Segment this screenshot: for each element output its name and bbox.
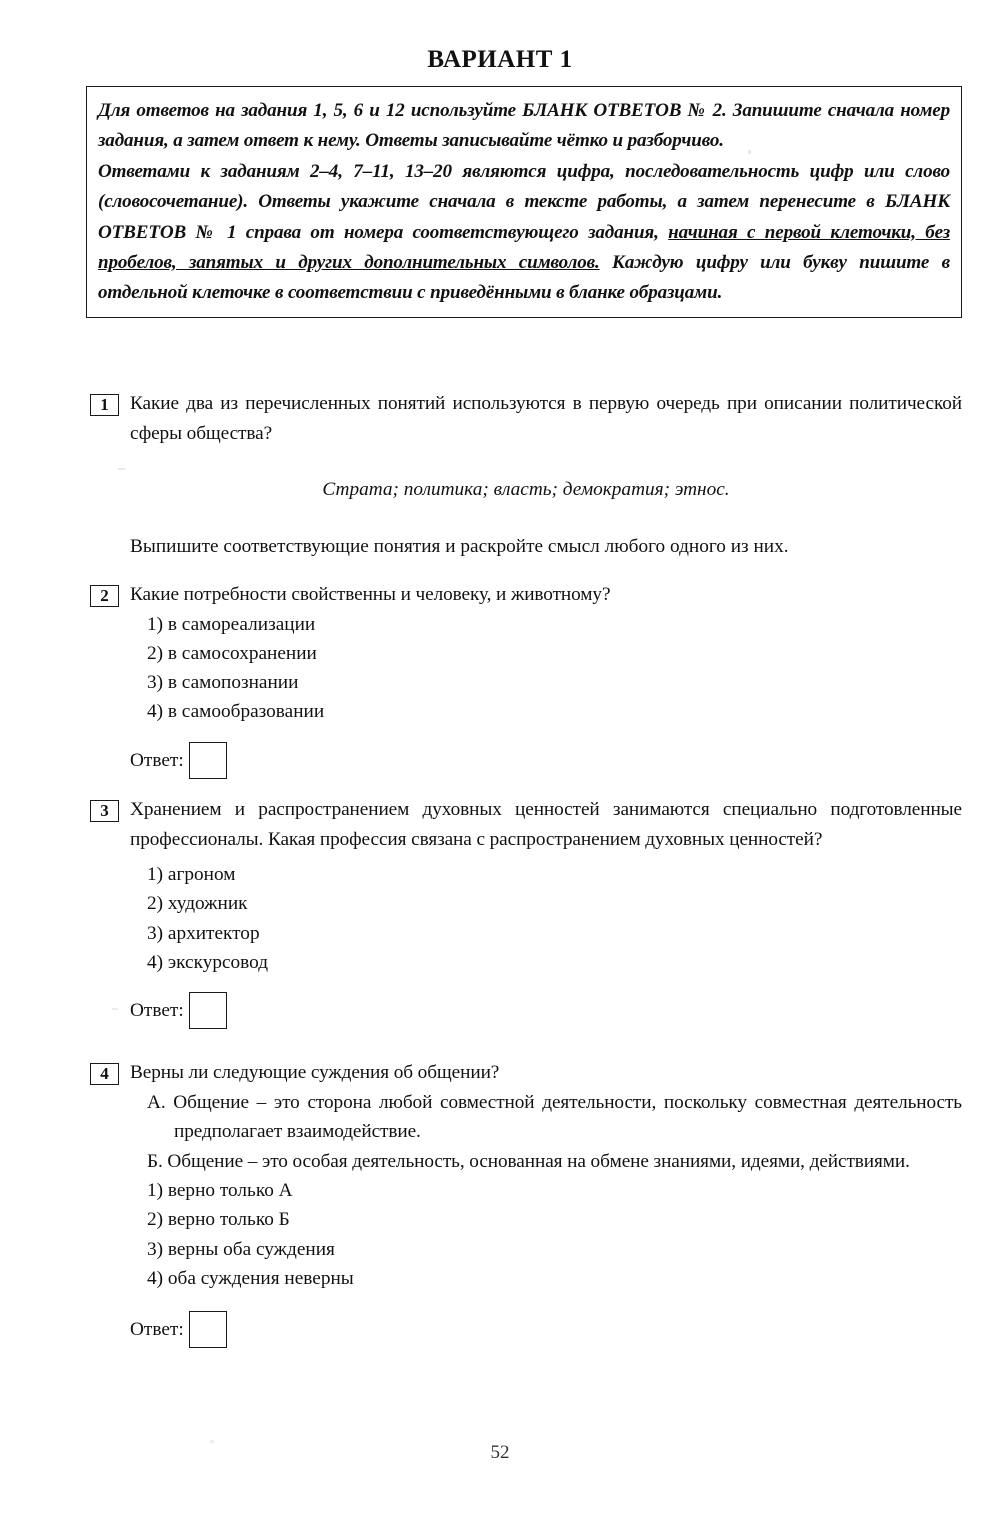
answer-row-4 [130, 1311, 962, 1348]
option-item[interactable]: 4) экскурсовод [147, 951, 269, 973]
option-list-3 [90, 860, 962, 977]
instruction-paragraph-2-lead: Ответами к заданиям 2–4, 7–11, 13–20 являются цифра, последовательность цифр или слово (словосочетание). Ответы укажите сначала в тексте работы, а затем перенесите в БЛАНК ОТВЕТОВ № 1 справа от номера соответствующего задания, [98, 160, 950, 243]
scan-artifact [112, 1008, 118, 1010]
question-1 [90, 389, 962, 561]
answer-input-box[interactable] [189, 742, 227, 779]
question-2 [90, 580, 962, 779]
question-closing-1: Выпишите соответствующие понятия и раскройте смысл любого одного из них. [130, 535, 789, 557]
answer-label: Ответ: [130, 749, 184, 771]
answer-row-3 [130, 992, 962, 1029]
option-list-4 [90, 1176, 962, 1293]
instruction-box [86, 86, 962, 318]
question-stem-1: Какие два из перечисленных понятий используются в первую очередь при описании политической сферы общества? [130, 393, 962, 444]
question-stem-3: Хранением и распространением духовных ценностей занимаются специально подготовленные профессионалы. Какая профессия связана с распространением духовных ценностей? [130, 799, 962, 850]
instruction-paragraph-1: Для ответов на задания 1, 5, 6 и 12 используйте БЛАНК ОТВЕТОВ № 2. Запишите сначала номер задания, а затем ответ к нему. Ответы записывайте чётко и разборчиво. [98, 100, 950, 152]
option-item[interactable]: 3) верны оба суждения [147, 1238, 335, 1260]
option-item[interactable]: 4) в самообразовании [147, 701, 325, 723]
question-number-badge-4: 4 [90, 1063, 119, 1085]
option-item[interactable]: 3) архитектор [147, 922, 260, 944]
option-item[interactable]: 4) оба суждения неверны [147, 1267, 354, 1289]
answer-label: Ответ: [130, 1319, 184, 1341]
scan-artifact [935, 800, 940, 802]
question-3 [90, 795, 962, 1029]
statement-item: А. Общение – это сторона любой совместной деятельности, поскольку совместная деятельность предполагает взаимодействие. [147, 1091, 962, 1142]
instruction-paragraph-2-underlined: начиная с первой клеточки, без пробелов, запятых и других дополнительных символов. [98, 221, 951, 274]
option-item[interactable]: 1) агроном [147, 864, 236, 885]
answer-input-box[interactable] [189, 992, 227, 1029]
question-stem-2: Какие потребности свойственны и человеку, и животному? [130, 584, 611, 605]
scan-artifact [748, 150, 751, 154]
option-item[interactable]: 1) в самореализации [147, 613, 316, 635]
instruction-paragraph-2 [98, 157, 950, 309]
option-item[interactable]: 3) в самопознании [147, 672, 299, 694]
page-title: ВАРИАНТ 1 [427, 46, 573, 73]
question-number-badge-2: 2 [90, 585, 119, 607]
answer-row-2 [130, 742, 962, 779]
option-item[interactable]: 2) в самосохранении [147, 642, 317, 664]
statement-list-4 [90, 1088, 962, 1177]
question-number-badge-1: 1 [90, 394, 119, 416]
scan-artifact [118, 468, 125, 470]
answer-label: Ответ: [130, 1000, 184, 1022]
option-list-2 [90, 610, 962, 727]
question-terms-1: Страта; политика; власть; демократия; этнос. [322, 479, 730, 500]
option-item[interactable]: 1) верно только А [147, 1180, 293, 1201]
question-number-badge-3: 3 [90, 800, 119, 822]
question-stem-4: Верны ли следующие суждения об общении? [130, 1062, 500, 1083]
scan-artifact [210, 1440, 214, 1443]
statement-item: Б. Общение – это особая деятельность, основанная на обмене знаниями, идеями, действиями. [147, 1150, 910, 1172]
option-item[interactable]: 2) верно только Б [147, 1209, 290, 1231]
instruction-paragraph-2-tail: Каждую цифру или букву пишите в отдельной клеточке в соответствии с приведёнными в бланке образцами. [98, 252, 950, 304]
question-4 [90, 1058, 962, 1348]
page-number: 52 [490, 1442, 510, 1463]
option-item[interactable]: 2) художник [147, 893, 248, 915]
answer-input-box[interactable] [189, 1311, 227, 1348]
